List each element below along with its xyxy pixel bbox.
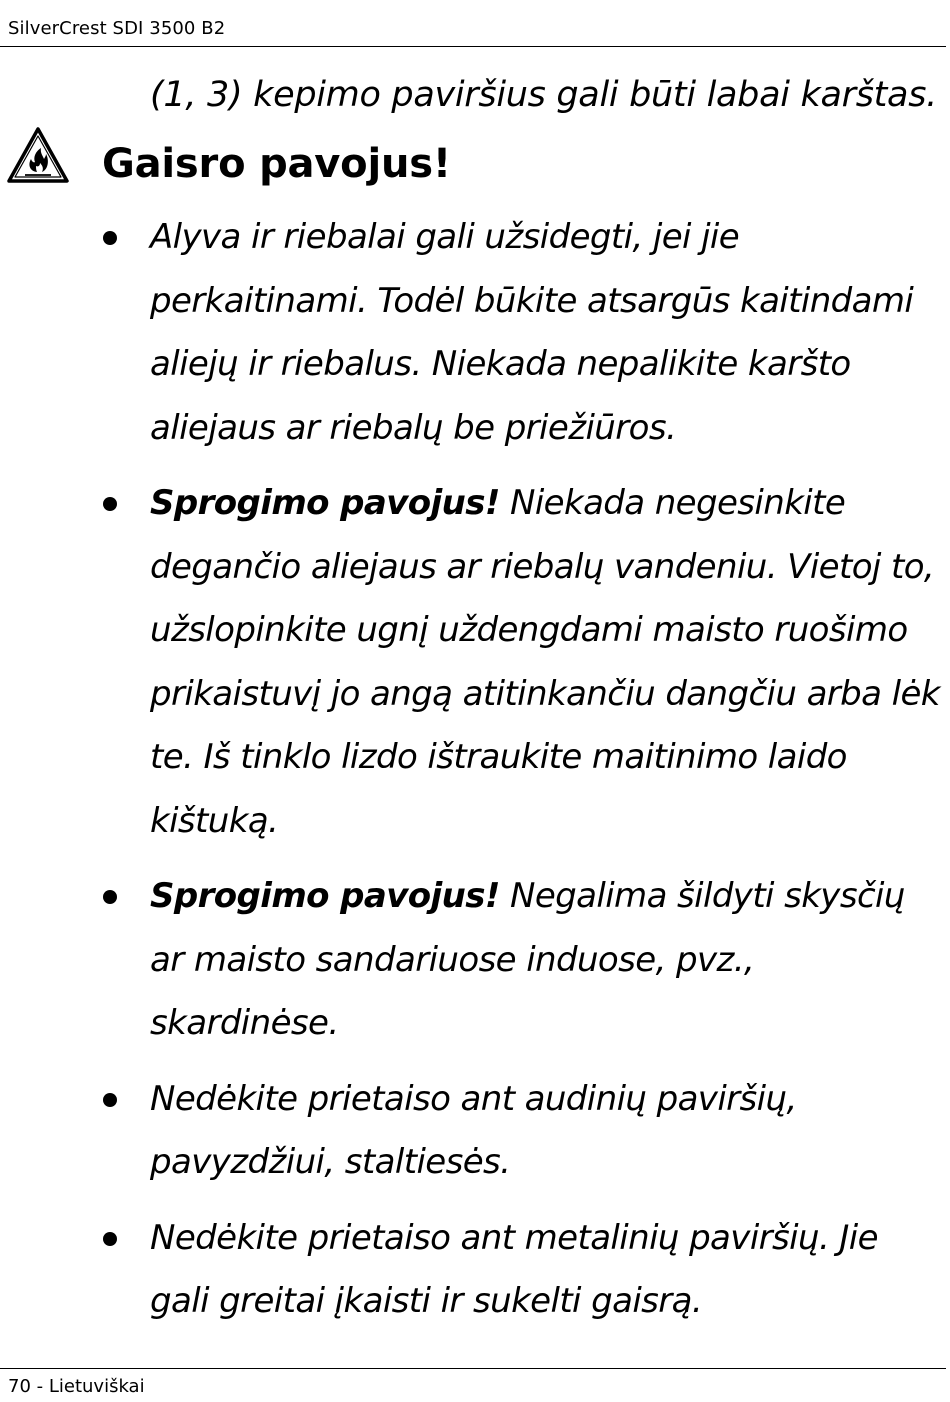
footer-divider xyxy=(0,1368,946,1369)
section-title: Gaisro pavojus! xyxy=(102,141,451,187)
page-footer: 70 - Lietuviškai xyxy=(8,1376,145,1397)
item-text: Niekada negesinkite degančio aliejaus ar riebalų vandeniu. Vietoj to, užslopinkite ugnį uždengdami maisto ruošimo prikaistuvį jo angą atitinkančiu dangčiu arba lėk te. Iš tinklo lizdo ištraukite maitinimo laido kištuką. xyxy=(150,483,940,841)
bullet-icon xyxy=(103,231,117,245)
item-text: Alyva ir riebalai gali užsidegti, jei jie perkaitinami. Todėl būkite atsargūs kaitindami aliejų ir riebalus. Niekada nepalikite karšto aliejaus ar riebalų be priežiūros. xyxy=(150,217,914,448)
bullet-icon xyxy=(103,1093,117,1107)
item-text: Nedėkite prietaiso ant audinių paviršių, pavyzdžiui, staltiesės. xyxy=(150,1078,797,1182)
bullet-icon xyxy=(103,1232,117,1246)
item-warning-lead: Sprogimo pavojus! xyxy=(150,876,500,916)
bullet-icon xyxy=(103,497,117,511)
item-warning-lead: Sprogimo pavojus! xyxy=(150,483,500,523)
list-item xyxy=(98,865,946,1056)
header-divider xyxy=(0,46,946,47)
item-text: Negalima šildyti skysčių ar maisto sandariuose induose, pvz., skardinėse. xyxy=(150,876,905,1043)
list-item xyxy=(98,1068,946,1195)
fire-hazard-warning-icon xyxy=(6,126,70,184)
list-item xyxy=(98,472,946,853)
document-header: SilverCrest SDI 3500 B2 xyxy=(8,18,226,39)
list-item xyxy=(98,1207,946,1334)
list-item xyxy=(98,206,946,460)
safety-warnings-list xyxy=(98,206,946,1346)
bullet-icon xyxy=(103,890,117,904)
item-text: Nedėkite prietaiso ant metalinių paviršių. Jie gali greitai įkaisti ir sukelti gaisrą. xyxy=(150,1217,878,1321)
continued-paragraph: (1, 3) kepimo paviršius gali būti labai karštas. xyxy=(150,75,937,115)
